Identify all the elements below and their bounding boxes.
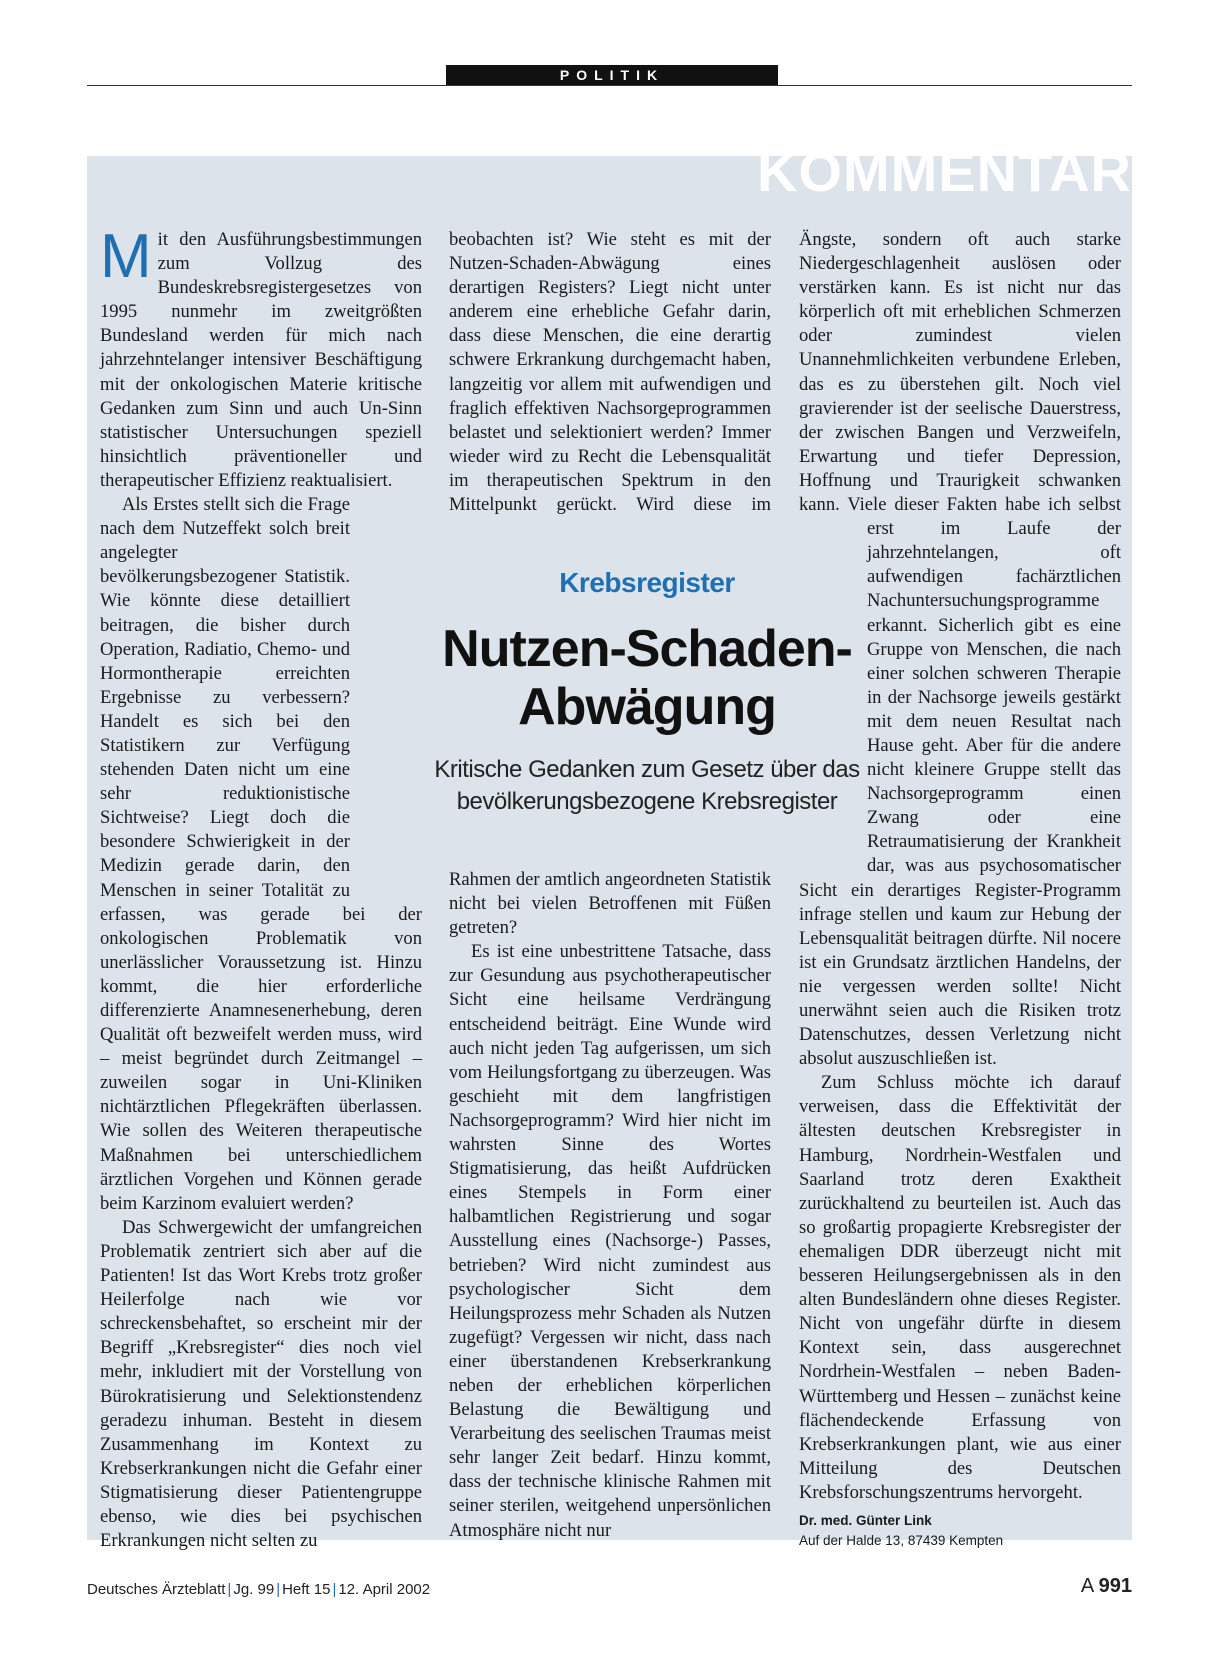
article-column-2 xyxy=(449,228,771,1541)
journal-issue: Heft 15 xyxy=(282,1581,331,1598)
journal-volume: Jg. 99 xyxy=(233,1581,275,1598)
section-label: POLITIK xyxy=(446,65,778,85)
box-label: KOMMENTAR xyxy=(756,142,1132,202)
subtitle-line: bevölkerungsbezogene Krebsregister xyxy=(456,788,838,815)
paragraph: Es ist eine unbestrittene Tatsache, dass zur Gesundung aus psychotherapeutischer Sicht eine heilsame Verdrängung entscheidend beiträgt. Eine Wunde wird auch nicht jeden Tag aufgerissen, um sich vom Heilungsfortgang zu überzeugen. Was geschieht mit dem langfristigen Nachsorgeprogramm? Wird hier nicht im wahrsten Sinne des Wortes Stigmatisierung, das heißt Aufdrücken eines Stempels in Form einer halbamtlichen Registrierung und sogar Ausstellung eines (Nachsorge-) Passes, betrieben? Wird nicht zumindest aus psychologischer Sicht dem Heilungsprozess mehr Schaden als Nutzen zugefügt? Vergessen wir nicht, dass nach einer überstandenen Krebserkrankung neben der erheblichen körperlichen Belastung die Bewältigung und Verarbeitung des seelischen Traumas meist sehr langer Zeit bedarf. Hinzu kommt, dass der technische klinische Rahmen mit seiner sterilen, weitgehend unpersönlichen Atmosphäre nicht nur xyxy=(449,941,771,1541)
title-line: Abwägung xyxy=(518,678,776,736)
page-number xyxy=(1081,1575,1132,1598)
article-title xyxy=(367,620,927,736)
paragraph: Das Schwergewicht der umfangreichen Problematik zentriert sich aber auf die Patienten! Ist das Wort Krebs trotz großer Heilerfolge nach wie vor schreckensbehaftet, so erscheint mir der Begriff „Krebsregister“ dies noch viel mehr, inkludiert mit der Vorstellung von Bürokratisierung und Selektionstendenz geradezu inhuman. Besteht in diesem Zusammenhang im Kontext zu Krebserkrankungen nicht die Gefahr einer Stigmatisierung dieser Patientengruppe ebenso, wie dies bei psychischen Erkrankungen nicht selten zu xyxy=(100,1216,422,1552)
author-address: Auf der Halde 13, 87439 Kempten xyxy=(799,1532,1004,1548)
page-number-value: 991 xyxy=(1098,1575,1132,1597)
commentary-box xyxy=(87,142,1132,1552)
drop-cap: M xyxy=(100,222,152,291)
subtitle-line: Kritische Gedanken zum Gesetz über das xyxy=(434,756,860,783)
journal-date: 12. April 2002 xyxy=(338,1581,431,1598)
headline-block xyxy=(367,566,927,818)
header-rule xyxy=(87,85,1132,86)
author-name: Dr. med. Günter Link xyxy=(799,1512,932,1528)
kicker: Krebsregister xyxy=(559,567,735,598)
article-column-1 xyxy=(100,222,422,1552)
paragraph: it den Ausführungsbestimmungen zum Vollzug des Bundeskrebsregistergesetzes von 1995 nunmehr im zweitgrößten Bundesland werden für mich nach jahrzehntelanger intensiver Beschäftigung mit der onkologischen Materie kritische Gedanken zum Sinn und auch Un-Sinn statistischer Untersuchungen speziell hinsichtlich präventioneller und therapeutischer Effizienz reaktualisiert. xyxy=(100,229,422,491)
paragraph: Zum Schluss möchte ich darauf verweisen, dass die Effektivität der ältesten deutschen Krebsregister in Hamburg, Nordrhein-Westfalen und Saarland trotz deren Exaktheit zurückhaltend zu beurteilen ist. Auch das so großartig propagierte Krebsregister der ehemaligen DDR überzeugt nicht mit besseren Heilungsergebnissen als in den alten Bundesländern ohne dieses Register. Nicht von ungefähr dürfte in diesem Kontext sein, dass ausgerechnet Nordrhein-Westfalen – neben Baden-Württemberg und Hessen – zunächst keine flächendeckende Erfassung von Krebserkrankungen plant, wie aus einer Mitteilung des Deutschen Krebsforschungszentrums hervorgeht. xyxy=(799,1072,1121,1503)
page-prefix: A xyxy=(1080,1575,1094,1597)
journal-info: Deutsches Ärzteblatt | Jg. 99 | Heft 15 | 12. April 2002 xyxy=(87,1581,431,1598)
title-line: Nutzen-Schaden- xyxy=(442,620,852,678)
article-subtitle xyxy=(367,754,927,818)
paragraph: Als Erstes stellt sich die Frage nach dem Nutzeffekt solch breit angelegter bevölkerungsbezogener Statistik. Wie könnte diese detailliert beitragen, die bisher durch Operation, Radiatio, Chemo- und Hormontherapie erreichten Ergebnisse zu verbessern? Handelt es sich bei den Statistikern zur Verfügung stehenden Daten nicht um eine sehr reduktionistische Sichtweise? Liegt doch die besondere Schwierigkeit in der Medizin gerade darin, den Menschen in seiner Totalität zu erfassen, was gerade bei der onkologischen Problematik von unerlässlicher Voraussetzung ist. Hinzu kommt, die hier erforderliche differenzierte Anamnesenerhebung, deren Qualität oft bezweifelt werden muss, wird – meist begründet durch Zeitmangel – zuweilen sogar in Uni-Kliniken nichtärztlichen Pflegekräften überlassen. Wie sollen des Weiteren therapeutische Maßnahmen bei unterschiedlichem ärztlichen Vorgehen und Können gerade beim Karzinom evaluiert werden? xyxy=(100,494,422,1214)
page-footer xyxy=(87,1573,1132,1603)
journal-name: Deutsches Ärzteblatt xyxy=(87,1581,226,1598)
author-block xyxy=(799,1511,1121,1551)
paragraph-text: beobachten ist? Wie steht es mit der Nutzen-Schaden-Abwägung eines derartigen Registers? Liegt nicht unter anderem eine erhebliche Gefahr darin, dass diese Menschen, die eine derartig schwere Erkrankung durchgemacht haben, langzeitig vor allem mit aufwendigen und fraglich effektiven Nachsorgeprogrammen belastet und selektioniert werden? Immer wieder wird zu Recht die Lebensqualität im therapeutischen Spektrum in den Mittelpunkt gerückt. Wird diese im Rahmen der amtlich angeordneten Statistik nicht bei vielen Betroffenen mit Füßen getreten? xyxy=(449,229,771,939)
article-column-3 xyxy=(799,228,1121,1548)
paragraph-text: Ängste, sondern oft auch starke Niedergeschlagenheit auslösen oder verstärken kann. Es ist nicht nur das körperlich oft mit erheblichen Schmerzen oder zumindest vielen Unannehmlichkeiten verbundene Erleben, das es zu überstehen gilt. Noch viel gravierender ist der seelische Dauerstress, der zwischen Bangen und Verzweifeln, Erwartung und tiefer Depression, Hoffnung und Traurigkeit schwanken kann. Viele dieser Fakten habe ich selbst erst im Laufe der jahrzehntelangen, oft aufwendigen fachärztlichen Nachuntersuchungsprogramme erkannt. Sicherlich gibt es eine Gruppe von Menschen, die nach einer solchen schweren Therapie in der Nachsorge jeweils gestärkt mit dem neuen Resultat nach Hause geht. Aber für die andere nicht kleinere Gruppe stellt das Nachsorgeprogramm einen Zwang oder eine Retraumatisierung der Krankheit dar, was aus psychosomatischer Sicht ein derartiges Register-Programm infrage stellen und kaum zur Hebung der Lebensqualität beitragen dürfte. Nil nocere ist ein Grundsatz ärztlichen Handelns, der nie vergessen werden sollte! Nicht unerwähnt seien auch die Risiken trotz Datenschutzes, dessen Verletzung nicht absolut auszuschließen ist. xyxy=(799,229,1121,1070)
